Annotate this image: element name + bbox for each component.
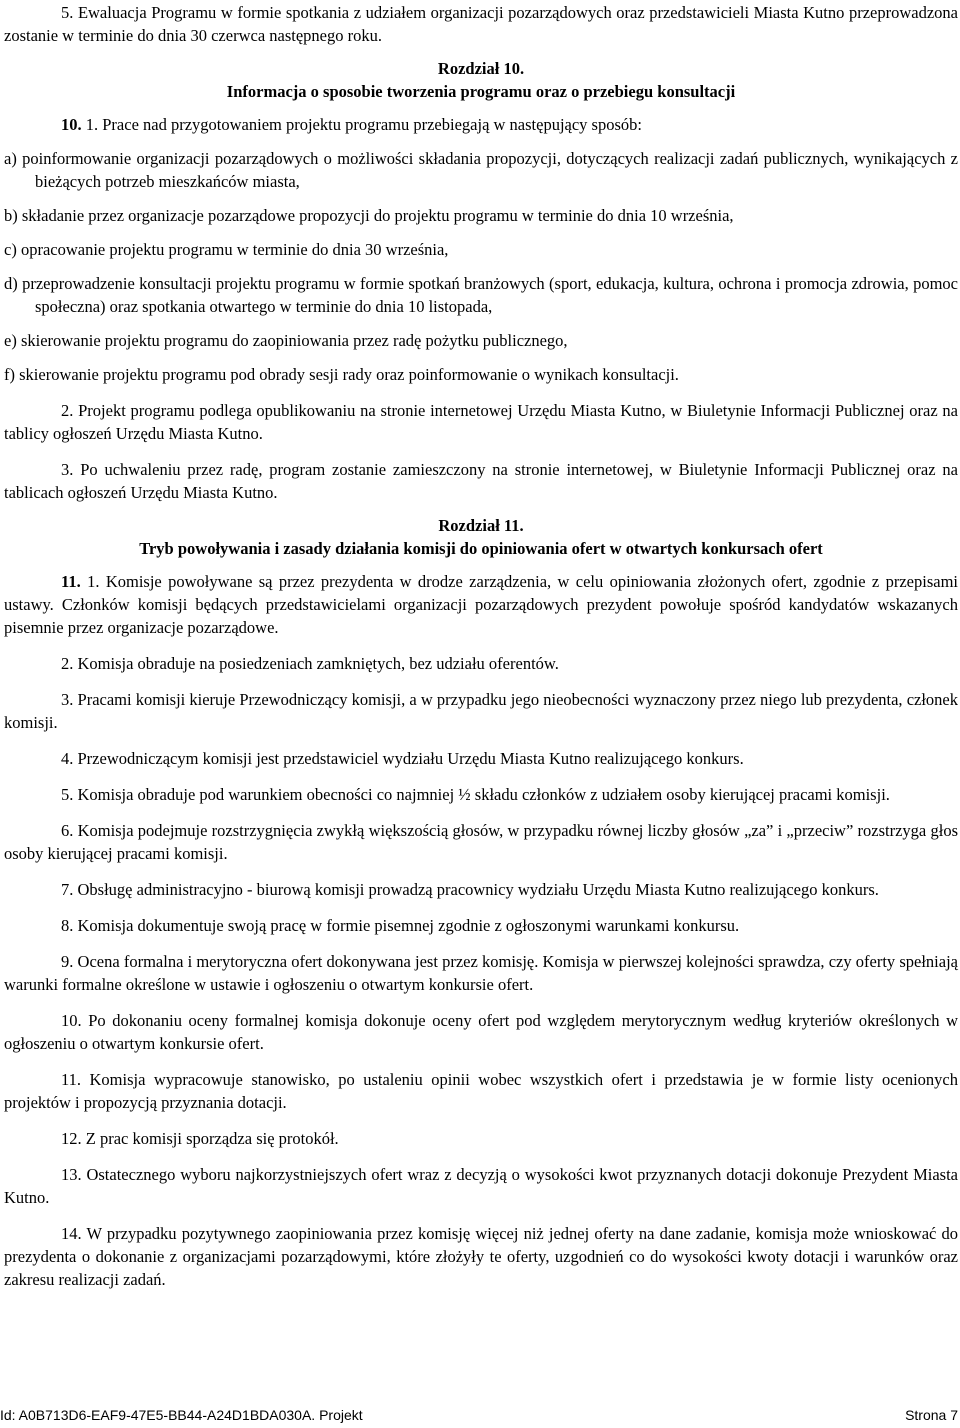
chapter-11-number: Rozdział 11. — [438, 516, 524, 535]
paragraph-11-point-9: 9. Ocena formalna i merytoryczna ofert dokonywana jest przez komisję. Komisja w pierwszej kolejności sprawdza, czy oferty spełniają warunki formalne określone w ustawie i ogłoszeniu o otwartym konkursie ofert. — [4, 952, 958, 994]
page-footer — [0, 1406, 958, 1424]
document-id: Id: A0B713D6-EAF9-47E5-BB44-A24D1BDA030A. Projekt — [0, 1407, 363, 1423]
point-number: 1. — [87, 572, 100, 591]
document-page — [4, 0, 958, 1291]
paragraph-11-point-8: 8. Komisja dokumentuje swoją pracę w formie pisemnej zgodnie z ogłoszonymi warunkami konkursu. — [61, 916, 740, 935]
paragraph-11-point-1 — [4, 570, 958, 639]
paragraph-11-point-12: 12. Z prac komisji sporządza się protokół. — [61, 1129, 339, 1148]
ewaluacja-item: 5. Ewaluacja Programu w formie spotkania z udziałem organizacji pozarządowych oraz przedstawicieli Miasta Kutno przeprowadzona zostanie w terminie do dnia 30 czerwca następnego roku. — [4, 3, 958, 45]
paragraph-11-point-10: 10. Po dokonaniu oceny formalnej komisja dokonuje oceny ofert pod względem merytorycznym według kryteriów określonych w ogłoszeniu o otwartym konkursie ofert. — [4, 1011, 958, 1053]
point-number: 1. — [85, 115, 99, 134]
page-number: Strona 7 — [905, 1407, 958, 1423]
chapter-10-title: Informacja o sposobie tworzenia programu oraz o przebiegu konsultacji — [226, 82, 736, 101]
paragraph-10-point-2: 2. Projekt programu podlega opublikowaniu na stronie internetowej Urzędu Miasta Kutno, w Biuletynie Informacji Publicznej oraz na tablicy ogłoszeń Urzędu Miasta Kutno. — [4, 401, 958, 443]
paragraph-10-number: 10. — [61, 115, 82, 134]
point-text: Komisje powoływane są przez prezydenta w drodze zarządzenia, w celu opiniowania złożonych ofert, zgodnie z przepisami ustawy. Członków komisji będących przedstawicielami organizacji pozarządowych prezydent powołuje spośród kandydatów wskazanych pisemnie przez organizacje pozarządowe. — [4, 572, 958, 637]
chapter-11-title: Tryb powoływania i zasady działania komisji do opiniowania ofert w otwartych konkursach ofert — [139, 539, 823, 558]
paragraph-11-point-11: 11. Komisja wypracowuje stanowisko, po ustaleniu opinii wobec wszystkich ofert i przedstawia je w formie listy ocenionych projektów i propozycją przyznania dotacji. — [4, 1070, 958, 1112]
paragraph-11-point-6: 6. Komisja podejmuje rozstrzygnięcia zwykłą większością głosów, w przypadku równej liczby głosów „za” i „przeciw” rozstrzyga głos osoby kierującej pracami komisji. — [4, 821, 958, 863]
paragraph-10-point-1 — [4, 113, 958, 136]
paragraph-11-point-5: 5. Komisja obraduje pod warunkiem obecności co najmniej ½ składu członków z udziałem osoby kierującej pracami komisji. — [61, 785, 890, 804]
paragraph-11-point-3: 3. Pracami komisji kieruje Przewodniczący komisji, a w przypadku jego nieobecności wyznaczony przez niego lub prezydenta, członek komisji. — [4, 690, 958, 732]
list-item: f) skierowanie projektu programu pod obrady sesji rady oraz poinformowanie o wynikach konsultacji. — [4, 365, 679, 384]
paragraph-10-point-3: 3. Po uchwaleniu przez radę, program zostanie zamieszczony na stronie internetowej, w Biuletynie Informacji Publicznej oraz na tablicach ogłoszeń Urzędu Miasta Kutno. — [4, 460, 958, 502]
list-item: a) poinformowanie organizacji pozarządowych o możliwości składania propozycji, dotyczących realizacji zadań publicznych, wynikających z bieżących potrzeb mieszkańców miasta, — [4, 149, 958, 191]
chapter-10-number: Rozdział 10. — [437, 59, 525, 78]
preparation-steps-list — [4, 147, 958, 386]
paragraph-11-point-7: 7. Obsługę administracyjno - biurową komisji prowadzą pracownicy wydziału Urzędu Miasta Kutno realizującego konkurs. — [61, 880, 879, 899]
paragraph-11-point-14: 14. W przypadku pozytywnego zaopiniowania przez komisję więcej niż jednej oferty na dane zadanie, komisja może wnioskować do prezydenta o dokonanie z organizacjami pozarządowymi, które złożyły te oferty, uzgodnień co do wysokości kwoty dotacji i warunków oraz zakresu realizacji zadań. — [4, 1224, 958, 1289]
paragraph-11-number: 11. — [61, 572, 81, 591]
list-item: e) skierowanie projektu programu do zaopiniowania przez radę pożytku publicznego, — [4, 331, 568, 350]
list-item: d) przeprowadzenie konsultacji projektu programu w formie spotkań branżowych (sport, edukacja, kultura, ochrona i promocja zdrowia, pomoc społeczna) oraz spotkania otwartego w terminie do dnia 10 listopada, — [4, 274, 958, 316]
list-item: b) składanie przez organizacje pozarządowe propozycji do projektu programu w terminie do dnia 10 września, — [4, 206, 734, 225]
list-item: c) opracowanie projektu programu w terminie do dnia 30 września, — [4, 240, 449, 259]
paragraph-11-point-13: 13. Ostatecznego wyboru najkorzystniejszych ofert wraz z decyzją o wysokości kwot przyznanych dotacji dokonuje Prezydent Miasta Kutno. — [4, 1165, 958, 1207]
paragraph-11-point-4: 4. Przewodniczącym komisji jest przedstawiciel wydziału Urzędu Miasta Kutno realizującego konkurs. — [61, 749, 744, 768]
point-text: Prace nad przygotowaniem projektu programu przebiegają w następujący sposób: — [102, 115, 642, 134]
paragraph-11-point-2: 2. Komisja obraduje na posiedzeniach zamkniętych, bez udziału oferentów. — [61, 654, 559, 673]
